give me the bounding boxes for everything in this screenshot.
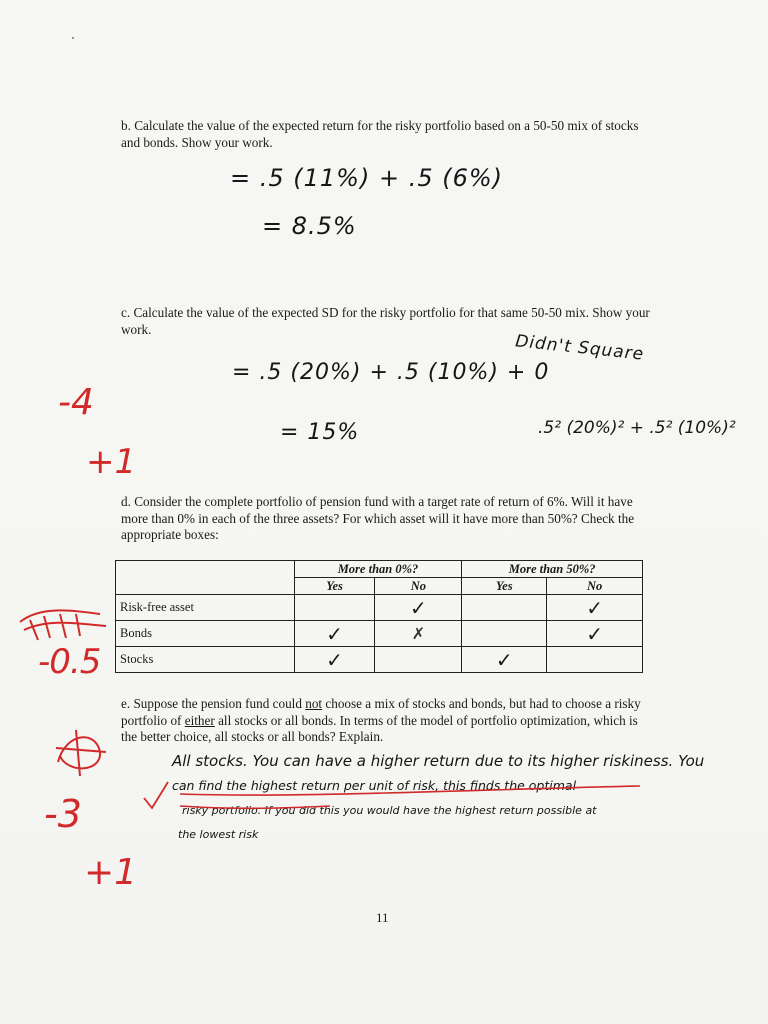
question-e-prompt-part: all stocks or all bonds. In terms of the model of portfolio optimization, which is the better choice, all stocks or all bonds? Explain.	[121, 712, 638, 744]
table-corner-cell	[116, 561, 295, 595]
page-number: 11	[376, 910, 389, 925]
header-yes-0: Yes	[294, 578, 375, 595]
checkbox-risk-free-no-0[interactable]: ✓	[375, 595, 462, 621]
scan-speck	[72, 37, 74, 39]
question-e-prompt-part: e. Suppose the pension fund could	[121, 696, 306, 711]
checkbox-risk-free-no-50[interactable]: ✓	[547, 595, 643, 621]
asset-label-bonds: Bonds	[116, 621, 295, 647]
checkbox-risk-free-yes-50[interactable]	[462, 595, 547, 621]
grade-d-deduction: -0.5	[38, 642, 101, 682]
answer-e-line-1: All stocks. You can have a higher return due to its higher riskiness. You	[172, 752, 705, 770]
header-yes-50: Yes	[462, 578, 547, 595]
question-e-prompt-part: choose a mix of stocks and bonds, but had to choose a risky portfolio of	[121, 696, 641, 728]
table-row	[116, 595, 643, 621]
question-c-work-line-2: = 15%	[280, 420, 360, 445]
checkbox-stocks-no-50[interactable]	[547, 647, 643, 673]
question-c-prompt: c. Calculate the value of the expected SD for the risky portfolio for that same 50-50 mix. Show your work.	[121, 305, 650, 337]
question-e-prompt	[121, 696, 651, 746]
question-e-emphasis-not: not	[305, 696, 323, 711]
checkbox-stocks-yes-0[interactable]: ✓	[294, 647, 375, 673]
question-b-work-line-2: = 8.5%	[262, 212, 357, 240]
answer-e-line-3: risky portfolio. If you did this you would have the highest return possible at	[182, 804, 597, 817]
asset-label-risk-free: Risk-free asset	[116, 595, 295, 621]
table-row	[116, 621, 643, 647]
asset-label-stocks: Stocks	[116, 647, 295, 673]
table-group-header-row	[116, 561, 643, 578]
grader-correct-formula: .5² (20%)² + .5² (10%)²	[538, 418, 736, 438]
allocation-check-table	[115, 560, 643, 673]
header-more-than-0: More than 0%?	[294, 561, 462, 578]
checkbox-stocks-yes-50[interactable]: ✓	[462, 647, 547, 673]
question-d-prompt: d. Consider the complete portfolio of pension fund with a target rate of return of 6%. Will it have more than 0% in each of the three assets? For which asset will it have more than 50%? Check the appropriate boxes:	[121, 494, 635, 542]
header-no-50: No	[547, 578, 643, 595]
checkbox-risk-free-yes-0[interactable]	[294, 595, 375, 621]
grade-c-deduction: -4	[58, 382, 94, 423]
grader-underline-marks	[140, 770, 660, 830]
question-b-work-line-1: = .5 (11%) + .5 (6%)	[230, 164, 504, 192]
question-b-prompt: b. Calculate the value of the expected return for the risky portfolio based on a 50-50 mix of stocks and bonds. Show your work.	[121, 118, 639, 150]
grade-c-credit: +1	[86, 442, 137, 482]
answer-e-line-2: can find the highest return per unit of risk, this finds the optimal	[172, 778, 577, 793]
checkbox-bonds-no-50[interactable]: ✓	[547, 621, 643, 647]
checkbox-stocks-no-0[interactable]	[375, 647, 462, 673]
grade-e-deduction: -3	[44, 792, 82, 836]
grader-note-didnt-square: Didn't Square	[514, 331, 646, 365]
checkbox-bonds-no-0-scribbled[interactable]: ✗	[375, 621, 462, 647]
checkbox-bonds-yes-50[interactable]	[462, 621, 547, 647]
grade-e-credit: +1	[84, 852, 138, 893]
header-more-than-50: More than 50%?	[462, 561, 643, 578]
answer-e-line-4: the lowest risk	[178, 828, 259, 841]
grader-crossed-out-mark	[46, 722, 116, 782]
header-no-0: No	[375, 578, 462, 595]
table-row	[116, 647, 643, 673]
checkbox-bonds-yes-0[interactable]: ✓	[294, 621, 375, 647]
question-c-work-line-1: = .5 (20%) + .5 (10%) + 0	[232, 360, 550, 385]
question-e-emphasis-either: either	[184, 712, 215, 728]
